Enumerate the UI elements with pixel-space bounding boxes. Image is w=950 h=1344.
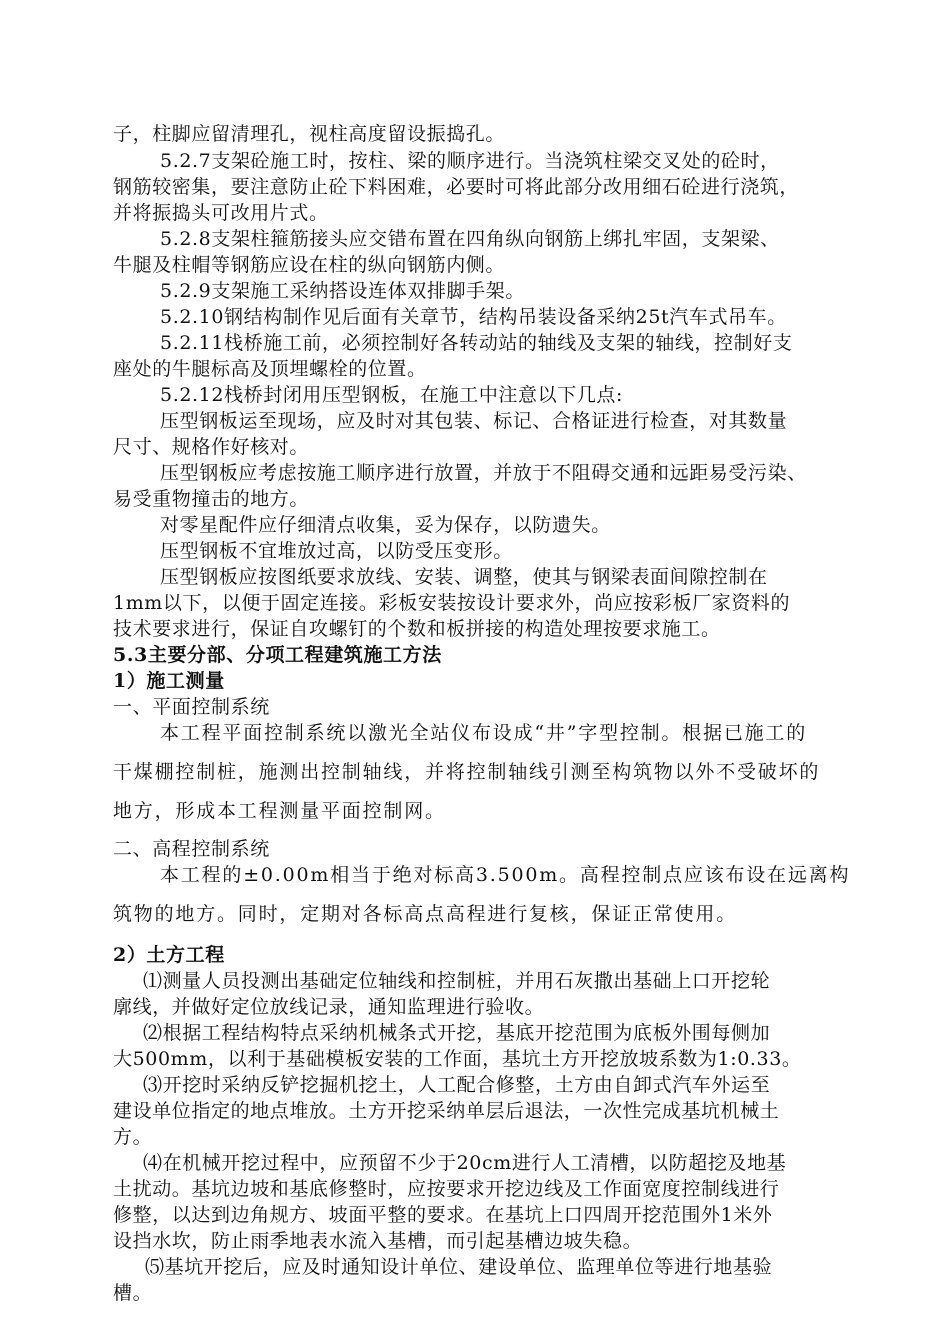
body-line: 5.2.9支架施工采纳搭设连体双排脚手架。 (160, 280, 525, 302)
body-line: 廓线，并做好定位放线记录，通知监理进行验收。 (113, 996, 545, 1018)
body-line: ⑴测量人员投测出基础定位轴线和控制桩，并用石灰撒出基础上口开挖轮 (143, 970, 771, 992)
subsection-heading: 2）土方工程 (113, 944, 225, 966)
section-heading: 5.3主要分部、分项工程建筑施工方法 (113, 644, 442, 666)
body-line: 本工程平面控制系统以激光全站仪布设成“井”字型控制。根据已施工的 (160, 722, 808, 744)
body-line: 1mm以下，以便于固定连接。彩板安装按设计要求外，尚应按彩板厂家资料的 (113, 592, 791, 614)
body-line: 一、平面控制系统 (113, 696, 270, 718)
body-line: 筑物的地方。同时，定期对各标高点高程进行复核，保证正常使用。 (113, 903, 738, 925)
body-line: 槽。 (113, 1282, 153, 1304)
body-line: ⑵根据工程结构特点采纳机械条式开挖，基底开挖范围为底板外围每侧加 (143, 1022, 771, 1044)
body-line: 并将振捣头可改用片式。 (113, 202, 329, 224)
body-line: 钢筋较密集，要注意防止砼下料困难，必要时可将此部分改用细石砼进行浇筑， (113, 176, 800, 198)
body-line: ⑶开挖时采纳反铲挖掘机挖土，人工配合修整，土方由自卸式汽车外运至 (143, 1074, 771, 1096)
body-line: 地方，形成本工程测量平面控制网。 (113, 800, 446, 822)
body-line: 大500mm，以利于基础模板安装的工作面，基坑土方开挖放坡系数为1:0.33。 (113, 1048, 802, 1070)
body-line: 5.2.11栈桥施工前，必须控制好各转动站的轴线及支架的轴线，控制好支 (160, 332, 793, 354)
body-line: 尺寸、规格作好核对。 (113, 436, 310, 458)
body-line: 二、高程控制系统 (113, 838, 270, 860)
body-line: 压型钢板应按图纸要求放线、安装、调整，使其与钢梁表面间隙控制在 (160, 566, 768, 588)
body-line: 5.2.12栈桥封闭用压型钢板，在施工中注意以下几点: (160, 384, 624, 406)
body-line: 压型钢板运至现场，应及时对其包装、标记、合格证进行检查，对其数量 (160, 410, 788, 432)
body-line: 压型钢板应考虑按施工顺序进行放置，并放于不阻碍交通和远距易受污染、 (160, 462, 807, 484)
body-line: 设挡水坎，防止雨季地表水流入基槽，而引起基槽边坡失稳。 (113, 1230, 643, 1252)
body-line: 5.2.10钢结构制作见后面有关章节，结构吊装设备采纳25t汽车式吊车。 (160, 306, 787, 328)
body-line: 修整，以达到边角规方、坡面平整的要求。在基坑上口四周开挖范围外1米外 (113, 1204, 773, 1226)
subsection-heading: 1）施工测量 (113, 670, 225, 692)
body-line: 建设单位指定的地点堆放。土方开挖采纳单层后退法，一次性完成基坑机械土 (113, 1100, 780, 1122)
body-line: 子，柱脚应留清理孔，视柱高度留设振捣孔。 (113, 123, 506, 145)
body-line: 干煤棚控制桩，施测出控制轴线，并将控制轴线引测至构筑物以外不受破坏的 (113, 761, 821, 783)
body-line: 牛腿及柱帽等钢筋应设在柱的纵向钢筋内侧。 (113, 254, 506, 276)
body-line: 压型钢板不宜堆放过高，以防受压变形。 (160, 540, 513, 562)
body-line: 5.2.8支架柱箍筋接头应交错布置在四角纵向钢筋上绑扎牢固，支架梁、 (160, 228, 780, 250)
body-line: 易受重物撞击的地方。 (113, 488, 310, 510)
body-line: 本工程的±0.00m相当于绝对标高3.500m。高程控制点应该布设在远离构 (160, 864, 851, 886)
body-line: 5.2.7支架砼施工时，按柱、梁的顺序进行。当浇筑柱梁交叉处的砼时， (160, 150, 780, 172)
body-line: 座处的牛腿标高及顶埋螺栓的位置。 (113, 358, 427, 380)
body-line: 对零星配件应仔细清点收集，妥为保存，以防遗失。 (160, 514, 611, 536)
body-line: 方。 (113, 1126, 153, 1148)
body-line: ⑸基坑开挖后，应及时通知设计单位、建设单位、监理单位等进行地基验 (145, 1256, 773, 1278)
body-line: 技术要求进行，保证自攻螺钉的个数和板拼接的构造处理按要求施工。 (113, 618, 721, 640)
body-line: 土扰动。基坑边坡和基底修整时，应按要求开挖边线及工作面宽度控制线进行 (113, 1178, 780, 1200)
body-line: ⑷在机械开挖过程中，应预留不少于20cm进行人工清槽，以防超挖及地基 (143, 1152, 787, 1174)
